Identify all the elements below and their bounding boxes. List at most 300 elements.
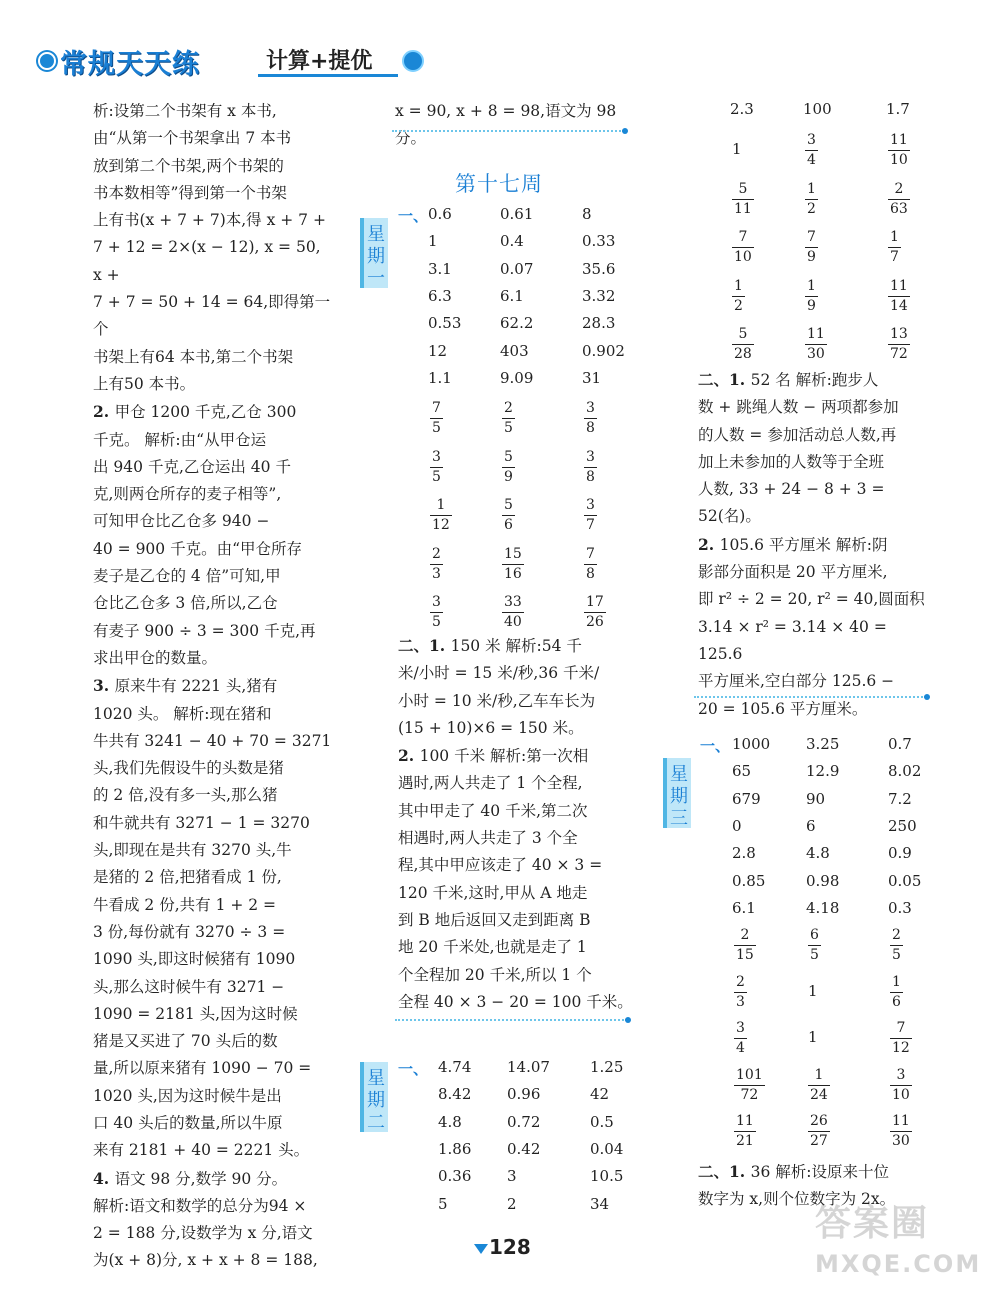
numerator: 6 xyxy=(810,927,819,943)
numerator: 3 xyxy=(586,448,595,465)
denominator: 5 xyxy=(504,420,513,436)
denominator: 9 xyxy=(504,468,513,485)
fraction xyxy=(732,182,754,217)
day-tab-tuesday: 星期二 xyxy=(360,1062,388,1132)
answer-cell: 4.74 xyxy=(438,1058,472,1076)
answer-fraction xyxy=(430,398,443,436)
answer-cell: 0.61 xyxy=(500,205,534,223)
text-content: 头,即现在是共有 3270 头,牛 xyxy=(93,841,292,860)
section-label: 一、 xyxy=(398,207,429,225)
answer-cell: 0.53 xyxy=(428,314,462,333)
answer-fraction xyxy=(732,276,745,314)
answer-cell: 5 xyxy=(438,1194,448,1213)
denominator: 16 xyxy=(504,565,522,582)
fraction-bar xyxy=(584,418,597,419)
item-number: 2. xyxy=(698,534,720,554)
text-line xyxy=(93,810,333,837)
text-line xyxy=(93,153,333,180)
text-content: 米/小时 = 15 米/秒,36 千米/ xyxy=(398,664,600,683)
fraction xyxy=(502,450,515,485)
fraction xyxy=(888,182,910,217)
denominator: 8 xyxy=(586,565,595,582)
text-line xyxy=(93,454,333,481)
answer-fraction xyxy=(890,972,903,1010)
answer-fraction xyxy=(805,179,818,217)
fraction-bar xyxy=(584,515,597,516)
fraction xyxy=(734,975,747,1010)
numerator: 7 xyxy=(738,229,748,245)
fraction-bar xyxy=(888,199,910,200)
text-content: 数字为 x,则个位数字为 2x。 xyxy=(698,1190,896,1209)
answer-cell: 1.86 xyxy=(438,1139,472,1158)
text-content: 量,所以原来猪有 1090 − 70 = xyxy=(93,1059,312,1078)
fraction xyxy=(890,975,903,1010)
denominator: 5 xyxy=(432,420,441,436)
text-content: 是猪的 2 倍,把猪看成 1 份, xyxy=(93,868,282,887)
item-number: 二、1. xyxy=(398,636,451,655)
fraction-bar xyxy=(890,1131,912,1132)
fraction xyxy=(430,498,452,533)
answer-cell: 6 xyxy=(806,816,816,835)
divider-right xyxy=(694,696,926,698)
text-line xyxy=(698,531,933,559)
numerator: 2 xyxy=(736,973,745,990)
numerator: 7 xyxy=(586,545,595,562)
text-content: 36 解析:设原来十位 xyxy=(750,1163,889,1181)
page-header xyxy=(38,40,388,80)
text-content: 平方厘米,空白部分 125.6 − xyxy=(698,672,895,691)
fraction-bar xyxy=(430,418,443,419)
text-line xyxy=(93,371,333,398)
fraction-bar xyxy=(888,247,901,248)
denominator: 72 xyxy=(890,346,908,362)
fraction-bar xyxy=(430,515,452,516)
answer-cell: 1 xyxy=(428,232,438,251)
text-content: 到 B 地后返回又走到距离 B xyxy=(398,910,591,929)
numerator: 3 xyxy=(807,132,816,148)
text-content: 52 名 解析:跑步人 xyxy=(750,371,879,389)
day-tab-wednesday: 星期三 xyxy=(663,758,691,828)
denominator: 8 xyxy=(586,420,595,436)
denominator: 6 xyxy=(892,993,901,1010)
answer-fraction xyxy=(808,1111,830,1149)
fraction-bar xyxy=(808,945,821,946)
fraction-bar xyxy=(732,247,754,248)
text-line xyxy=(93,427,333,454)
numerator: 5 xyxy=(504,497,513,513)
text-line xyxy=(93,180,333,207)
text-content: 甲仓 1200 千克,乙仓 300 xyxy=(114,403,297,422)
answer-cell: 0.9 xyxy=(888,844,912,863)
answer-fraction xyxy=(890,1065,912,1103)
fraction-bar xyxy=(890,1038,912,1039)
fraction-bar xyxy=(502,612,524,613)
text-content: 1020 头,因为这时候牛是出 xyxy=(93,1086,282,1105)
fraction-bar xyxy=(584,564,597,565)
fraction xyxy=(502,498,515,533)
answer-fraction xyxy=(732,324,754,362)
numerator: 3 xyxy=(586,400,595,416)
answer-cell: 0.04 xyxy=(590,1139,624,1158)
text-line xyxy=(698,503,933,530)
text-line xyxy=(698,394,933,421)
denominator: 8 xyxy=(586,468,595,485)
answer-cell: 403 xyxy=(500,341,529,360)
fraction-bar xyxy=(890,992,903,993)
answer-fraction xyxy=(888,276,910,314)
text-line xyxy=(93,919,333,946)
numerator: 11 xyxy=(736,1113,754,1129)
week-title: 第十七周 xyxy=(455,172,543,196)
answer-cell: 0.3 xyxy=(888,898,912,917)
fraction-bar xyxy=(805,296,818,297)
fraction-bar xyxy=(430,467,443,468)
text-line xyxy=(93,125,333,152)
watermark-line2: MXQE.COM xyxy=(815,1250,982,1278)
answer-cell: 12 xyxy=(428,341,448,360)
answer-fraction xyxy=(502,544,524,582)
answer-cell: 8 xyxy=(582,205,592,223)
item-number: 3. xyxy=(93,676,115,696)
text-content: 有麦子 900 ÷ 3 = 300 千克,再 xyxy=(93,621,316,640)
text-content: 头,我们先假设牛的头数是猪 xyxy=(93,759,284,778)
numerator: 1 xyxy=(892,973,901,990)
answer-fraction xyxy=(584,592,606,630)
fraction xyxy=(888,133,910,168)
text-content: 上有50 本书。 xyxy=(93,374,196,393)
text-content: 牛共有 3241 − 40 + 70 = 3271 xyxy=(93,731,332,750)
answer-cell: 35.6 xyxy=(582,259,616,278)
answer-fraction xyxy=(584,398,597,436)
answer-cell: 2 xyxy=(507,1194,517,1213)
denominator: 10 xyxy=(890,152,908,168)
text-content: 书本数相等”得到第一个书架 xyxy=(93,183,287,202)
mid-top-line-text: x = 90, x + 8 = 98,语文为 98 分。 xyxy=(395,102,617,148)
answer-fraction xyxy=(805,324,827,362)
answer-cell: 6.3 xyxy=(428,286,452,305)
text-content: 仓比乙仓多 3 倍,所以,乙仓 xyxy=(93,594,278,613)
text-line xyxy=(398,632,633,660)
fraction xyxy=(502,595,524,630)
left-column-text xyxy=(93,98,333,1275)
text-content: 1090 = 2181 头,因为这时候 xyxy=(93,1004,298,1023)
text-line xyxy=(93,1001,333,1028)
text-line xyxy=(93,508,333,535)
fraction-bar xyxy=(805,247,818,248)
text-content: 由“从第一个书架拿出 7 本书 xyxy=(93,129,292,148)
text-content: 猪是又买进了 70 头后的数 xyxy=(93,1032,278,1051)
text-content: 全程 40 × 3 − 20 = 100 千米。 xyxy=(398,992,633,1011)
text-line xyxy=(93,1247,333,1274)
fraction-bar xyxy=(734,1085,765,1086)
answer-fraction xyxy=(584,495,597,533)
numerator: 2 xyxy=(894,180,904,197)
text-line xyxy=(93,1028,333,1055)
fraction xyxy=(808,928,821,963)
day-tab-monday: 星期一 xyxy=(360,218,388,288)
fraction xyxy=(502,547,524,582)
answer-fraction: 1 xyxy=(808,981,818,1000)
text-content: 语文 98 分,数学 90 分。 xyxy=(114,1169,288,1188)
fraction xyxy=(430,450,443,485)
fraction xyxy=(584,401,597,436)
answer-cell: 90 xyxy=(806,789,826,808)
answer-cell: 250 xyxy=(888,816,917,835)
answer-cell: 3 xyxy=(507,1167,517,1186)
answer-cell: 62.2 xyxy=(500,314,534,333)
text-line xyxy=(398,798,633,825)
text-content: 40 = 900 千克。由“甲仓所存 xyxy=(93,539,303,558)
header-dot-icon xyxy=(38,52,56,70)
fraction xyxy=(888,279,910,314)
fraction xyxy=(732,279,745,314)
text-content: 程,其中甲应该走了 40 × 3 = xyxy=(398,856,603,875)
text-line xyxy=(93,289,333,344)
answer-fraction xyxy=(734,1111,756,1149)
denominator: 10 xyxy=(892,1086,910,1103)
fraction-bar xyxy=(805,199,818,200)
denominator: 15 xyxy=(736,947,754,963)
text-line xyxy=(698,449,933,476)
answer-cell: 31 xyxy=(582,368,602,387)
numerator: 1 xyxy=(436,497,446,513)
answer-cell: 3.25 xyxy=(806,735,840,753)
text-line xyxy=(93,645,333,672)
item-number: 二、1. xyxy=(698,1162,751,1181)
text-content: 千克。 解析:由“从甲仓运 xyxy=(93,430,267,449)
fraction-bar xyxy=(808,1085,830,1086)
fraction-bar xyxy=(732,296,745,297)
answer-fraction: 1 xyxy=(732,140,742,158)
answer-fraction xyxy=(808,925,821,963)
answer-cell: 2.8 xyxy=(732,844,756,863)
answer-fraction xyxy=(732,227,754,265)
answer-cell: 28.3 xyxy=(582,314,616,333)
numerator: 1 xyxy=(807,277,816,294)
numerator: 7 xyxy=(432,400,441,416)
answer-fraction xyxy=(888,179,910,217)
fraction-bar xyxy=(502,467,515,468)
numerator: 5 xyxy=(738,180,748,197)
fraction xyxy=(732,230,754,265)
text-content: (15 + 10)×6 = 150 米。 xyxy=(398,718,584,737)
answer-cell: 7.2 xyxy=(888,789,912,808)
text-line xyxy=(698,559,933,586)
text-content: 求出甲仓的数量。 xyxy=(93,648,218,667)
answer-cell: 0.98 xyxy=(806,871,840,890)
text-content: 麦子是乙仓的 4 倍”可知,甲 xyxy=(93,567,281,586)
fraction-bar xyxy=(888,344,910,345)
answer-cell: 14.07 xyxy=(507,1058,550,1076)
text-content: 3.14 × r² = 3.14 × 40 = 125.6 xyxy=(698,617,887,663)
denominator: 3 xyxy=(432,565,441,582)
answer-fraction xyxy=(805,227,818,265)
fraction-bar xyxy=(805,344,827,345)
text-line xyxy=(698,614,933,669)
text-line xyxy=(93,892,333,919)
fraction xyxy=(890,1114,912,1149)
fraction-bar xyxy=(430,612,443,613)
fraction xyxy=(888,230,901,265)
text-line xyxy=(398,715,633,742)
text-content: 可知甲仓比乙仓多 940 − xyxy=(93,512,270,531)
answer-fraction xyxy=(805,130,818,168)
denominator: 4 xyxy=(807,152,816,168)
text-line xyxy=(93,481,333,508)
answer-cell: 0.902 xyxy=(582,341,625,360)
answer-fraction xyxy=(888,227,901,265)
text-line xyxy=(93,864,333,891)
section-label: 一、 xyxy=(398,1060,429,1078)
denominator: 21 xyxy=(736,1133,754,1149)
text-line xyxy=(93,344,333,371)
text-content: 地 20 千米处,也就是走了 1 xyxy=(398,938,587,957)
answer-cell: 0.5 xyxy=(590,1112,614,1131)
fraction-bar xyxy=(808,1131,830,1132)
fraction xyxy=(430,547,443,582)
text-content: 牛看成 2 份,共有 1 + 2 = xyxy=(93,895,277,914)
text-line xyxy=(93,974,333,1001)
text-content: 和牛就共有 3271 − 1 = 3270 xyxy=(93,813,310,832)
answer-cell: 0.42 xyxy=(507,1139,541,1158)
item-number: 二、1. xyxy=(698,370,751,389)
fraction-bar xyxy=(584,612,606,613)
fraction xyxy=(430,595,443,630)
answer-cell: 1.25 xyxy=(590,1058,624,1076)
answer-cell: 0.96 xyxy=(507,1085,541,1104)
text-line xyxy=(93,1137,333,1164)
answer-fraction xyxy=(734,1018,747,1056)
answer-cell: 1000 xyxy=(732,735,771,753)
numerator: 11 xyxy=(807,326,825,342)
answer-cell: 0.4 xyxy=(500,232,524,251)
fraction xyxy=(584,498,597,533)
fraction xyxy=(502,401,515,436)
text-line xyxy=(93,1055,333,1082)
answer-fraction: 1 xyxy=(808,1028,818,1046)
denominator: 27 xyxy=(810,1133,828,1149)
text-line xyxy=(698,696,933,723)
numerator: 5 xyxy=(738,326,748,342)
answer-fraction xyxy=(734,925,756,963)
fraction-bar xyxy=(890,1085,912,1086)
fraction xyxy=(890,1068,912,1103)
text-content: 20 = 105.6 平方厘米。 xyxy=(698,699,868,718)
fraction xyxy=(734,1114,756,1149)
text-content: 150 米 解析:54 千 xyxy=(450,637,582,655)
fraction xyxy=(890,928,903,963)
fraction-bar xyxy=(732,199,754,200)
text-line xyxy=(698,1158,938,1186)
answer-cell: 4.8 xyxy=(806,844,830,863)
item-number: 2. xyxy=(93,402,115,422)
denominator: 10 xyxy=(734,249,752,265)
fraction-bar xyxy=(732,344,754,345)
answer-cell: 2.3 xyxy=(730,100,754,118)
text-line xyxy=(93,946,333,973)
denominator: 12 xyxy=(892,1040,910,1056)
fraction-bar xyxy=(734,1131,756,1132)
answer-fraction xyxy=(888,130,910,168)
answer-cell: 34 xyxy=(590,1194,610,1213)
text-line xyxy=(93,701,333,728)
text-content: 100 千米 解析:第一次相 xyxy=(419,747,589,766)
denominator: 7 xyxy=(586,517,595,533)
answer-fraction xyxy=(805,276,818,314)
text-content: 的人数 = 参加活动总人数,再 xyxy=(698,425,897,444)
fraction-bar xyxy=(502,418,515,419)
denominator: 5 xyxy=(432,468,441,485)
denominator: 9 xyxy=(807,249,816,265)
answer-fraction xyxy=(502,398,515,436)
text-line xyxy=(93,1110,333,1137)
text-line xyxy=(93,398,333,426)
numerator: 7 xyxy=(807,229,816,245)
text-line xyxy=(93,98,333,125)
text-line xyxy=(398,907,633,934)
text-content: 2 = 188 分,设数学为 x 分,语文 xyxy=(93,1224,313,1243)
text-line xyxy=(398,770,633,797)
text-line xyxy=(93,755,333,782)
answer-cell: 10.5 xyxy=(590,1167,624,1186)
numerator: 17 xyxy=(586,594,604,610)
denominator: 5 xyxy=(810,947,819,963)
watermark xyxy=(815,1195,995,1295)
denominator: 4 xyxy=(736,1040,745,1056)
answer-cell: 679 xyxy=(732,789,761,808)
text-line xyxy=(93,672,333,700)
numerator: 3 xyxy=(736,1020,745,1036)
fraction xyxy=(734,928,756,963)
answer-fraction xyxy=(430,495,452,533)
text-line xyxy=(398,934,633,961)
text-content: 105.6 平方厘米 解析:阴 xyxy=(719,535,888,554)
text-content: 52(名)。 xyxy=(698,507,761,526)
text-content: 人数, 33 + 24 − 8 + 3 = xyxy=(698,480,885,499)
answer-cell: 0.07 xyxy=(500,259,534,278)
fraction-bar xyxy=(888,296,910,297)
numerator: 2 xyxy=(892,927,901,943)
fraction xyxy=(888,327,910,362)
text-line xyxy=(93,563,333,590)
text-line xyxy=(398,660,633,687)
denominator: 72 xyxy=(740,1086,759,1103)
text-line xyxy=(93,618,333,645)
fraction-bar xyxy=(734,1038,747,1039)
answer-fraction xyxy=(502,592,524,630)
fraction xyxy=(805,182,818,217)
numerator: 1 xyxy=(890,229,899,245)
answer-cell: 42 xyxy=(590,1085,610,1104)
answer-cell: 4.8 xyxy=(438,1112,462,1131)
text-content: 放到第二个书架,两个书架的 xyxy=(93,156,284,175)
text-line xyxy=(398,962,633,989)
divider-mid-bottom xyxy=(395,1019,627,1021)
fraction-bar xyxy=(888,150,910,151)
denominator: 24 xyxy=(810,1086,828,1103)
denominator: 14 xyxy=(890,297,908,314)
numerator: 3 xyxy=(896,1066,906,1083)
numerator: 1 xyxy=(814,1066,824,1083)
answer-fraction xyxy=(584,544,597,582)
answer-cell: 65 xyxy=(732,762,752,781)
answer-fraction xyxy=(890,1111,912,1149)
text-content: 小时 = 10 米/秒,乙车车长为 xyxy=(398,691,596,710)
denominator: 40 xyxy=(504,614,522,630)
numerator: 2 xyxy=(740,927,750,943)
text-content: 解析:语文和数学的总分为94 × xyxy=(93,1196,307,1215)
fraction xyxy=(805,327,827,362)
